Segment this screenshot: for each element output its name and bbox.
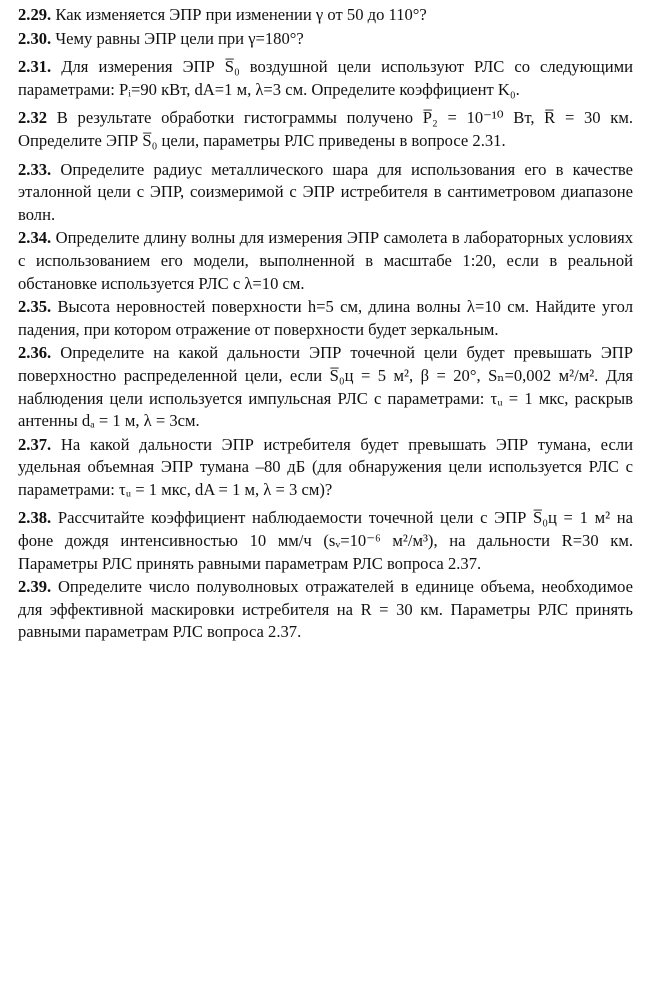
problem-2-37	[18, 434, 633, 502]
formula-symbol: S̅₀	[142, 130, 158, 150]
problem-2-29	[18, 4, 633, 27]
problem-2-34	[18, 227, 633, 295]
problem-number: 2.33.	[18, 159, 52, 179]
problem-number: 2.31.	[18, 57, 52, 77]
problem-number: 2.36.	[18, 343, 52, 363]
problem-2-39	[18, 576, 633, 644]
problem-text: Высота неровностей поверхности h=5 см, длина волны λ=10 см. Найдите угол падения, при котором отражение от поверхности будет зеркальным.	[18, 297, 633, 339]
problem-text: Определите на какой дальности ЭПР точечной цели будет превышать ЭПР поверхностно распределенной цели, если	[18, 343, 633, 385]
problem-number: 2.30.	[18, 28, 52, 48]
problem-text: цели, параметры РЛС приведены в вопросе 2.31.	[161, 130, 506, 150]
problem-text: Определите длину волны для измерения ЭПР самолета в лабораторных условиях с использованием его модели, выполненной в масштабе 1:20, если в реальной обстановке используется РЛС с λ=10 см.	[18, 228, 633, 293]
problem-2-36	[18, 342, 633, 432]
problem-number: 2.34.	[18, 228, 52, 248]
formula-symbol: S̅₀	[224, 57, 240, 77]
problem-number: 2.35.	[18, 297, 52, 317]
problem-text: В результате обработки гистограммы получено	[56, 108, 414, 128]
problem-number: 2.39.	[18, 577, 52, 597]
formula: P̅₂ = 10⁻¹⁰ Вт, R̅ = 30 км.	[422, 108, 634, 128]
problem-text: Для наблюдения цели используется импульсная РЛС с параметрами: τᵤ = 1 мкс, раскрыв антенны dₐ = 1 м, λ = 3см.	[18, 365, 634, 431]
problem-text: Определите число полуволновых отражателей в единице объема, необходимое для эффективной маскировки истребителя на R = 30 км. Параметры РЛС принять равными параметрам РЛС вопроса 2.37.	[18, 577, 633, 642]
problem-2-31	[18, 56, 633, 101]
problem-2-33	[18, 159, 633, 227]
problem-number: 2.32	[18, 108, 48, 128]
problem-text: Для измерения ЭПР	[61, 57, 215, 77]
problem-2-32	[18, 107, 633, 152]
problem-text: воздушной цели используют РЛС со следующими параметрами: Pᵢ=90 кВт, dA=1 м, λ=3 см. Определите коэффициент K₀.	[18, 57, 633, 99]
problem-text: Определите радиус металлического шара для использования его в качестве эталонной цели с ЭПР, соизмеримой с ЭПР истребителя в сантиметровом диапазоне волн.	[18, 159, 634, 224]
problem-text: Чему равны ЭПР цели при γ=180°?	[55, 28, 304, 48]
problem-text: Рассчитайте коэффициент наблюдаемости точечной цели с ЭПР	[57, 508, 527, 528]
problem-text: Как изменяется ЭПР при изменении γ от 50 до 110°?	[55, 5, 427, 24]
problem-2-30	[18, 28, 633, 51]
formula: S̅₀ц = 1 м²	[532, 508, 611, 528]
problem-number: 2.37.	[18, 434, 52, 454]
problem-text: Определите ЭПР	[18, 130, 139, 150]
problem-text: на фоне дождя интенсивностью 10 мм/ч (sᵥ=10⁻⁶ м²/м³), на дальности R=30 км. Параметры РЛС принять равными параметрам РЛС вопроса 2.37.	[18, 508, 633, 573]
problem-number: 2.29.	[18, 5, 52, 24]
problem-2-38	[18, 507, 633, 575]
formula: S̅₀ц = 5 м², β = 20°, Sₙ=0,002 м²/м².	[329, 365, 599, 385]
document-page	[18, 4, 633, 645]
problem-number: 2.38.	[18, 508, 52, 528]
problem-text: На какой дальности ЭПР истребителя будет превышать ЭПР тумана, если удельная объемная ЭПР тумана –80 дБ (для обнаружения цели используется РЛС с параметрами: τᵤ = 1 мкс, dA = 1 м, λ = 3 см)?	[18, 434, 633, 499]
problem-2-35	[18, 296, 633, 341]
